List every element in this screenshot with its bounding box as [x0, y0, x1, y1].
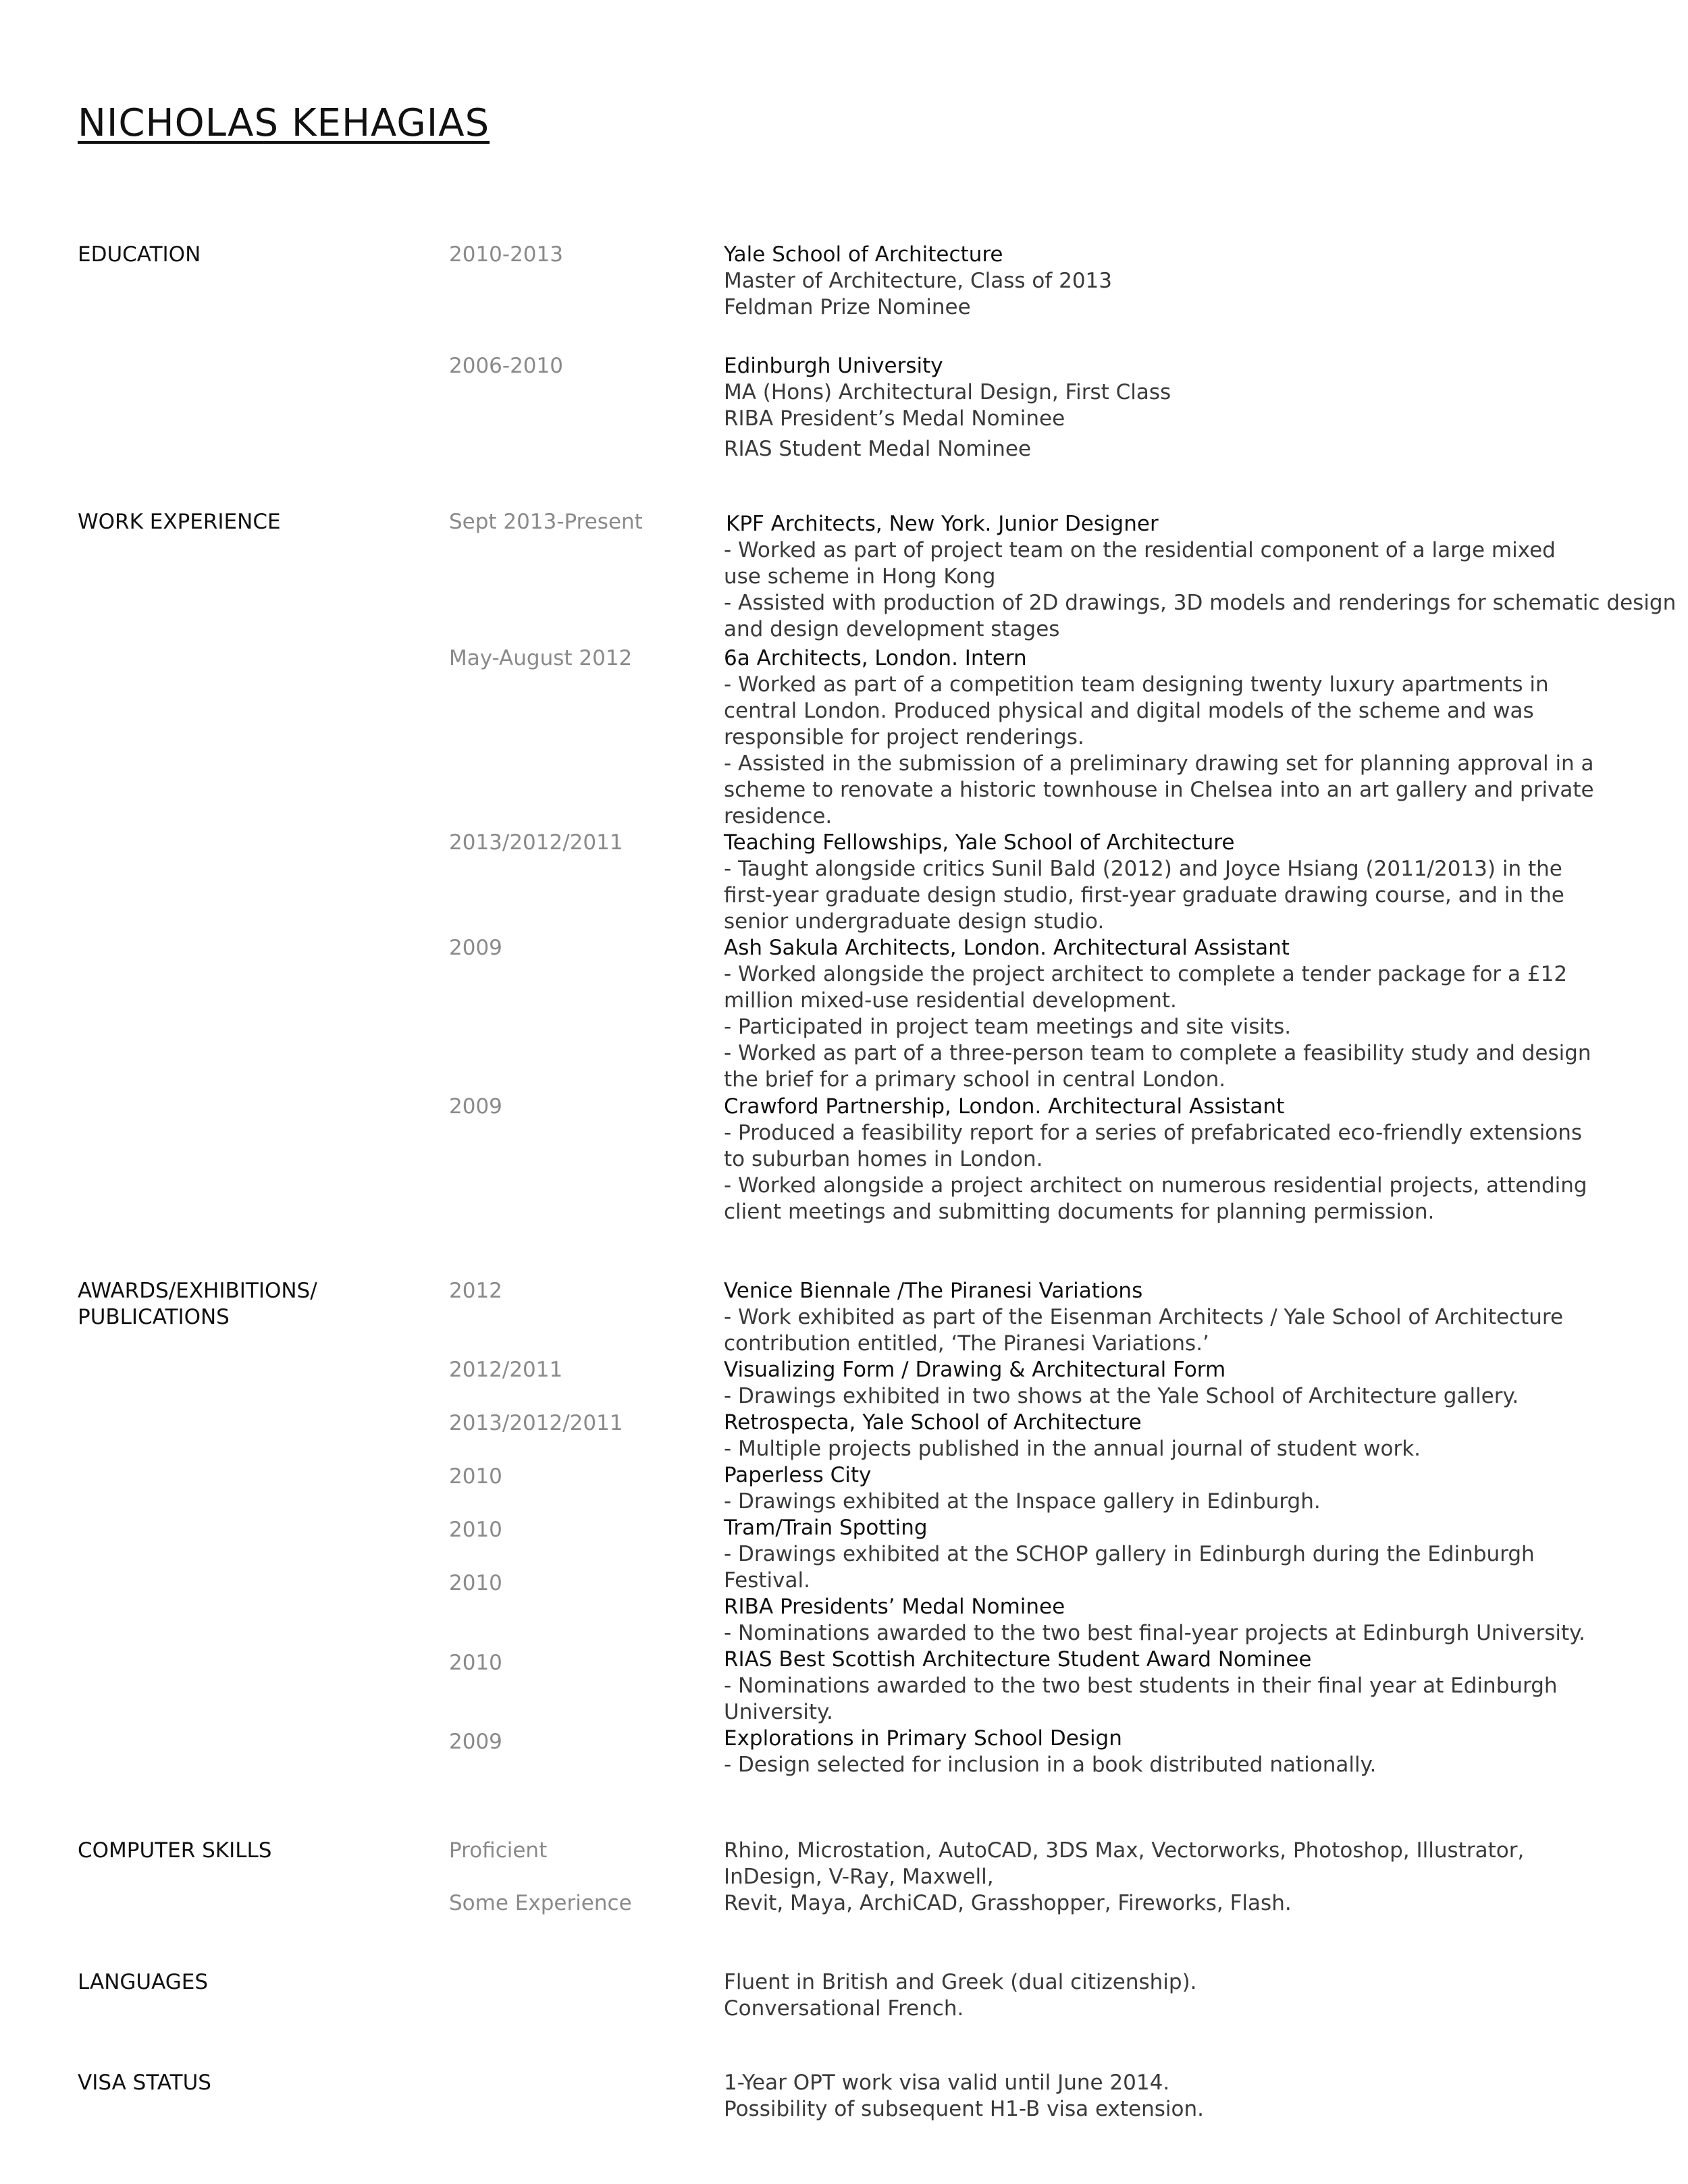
- entry-line: and design development stages: [724, 617, 1060, 641]
- award-entry-tram: [724, 1515, 1585, 1594]
- visa-details: [724, 2070, 1204, 2123]
- entry-line: - Assisted in the submission of a preliminary drawing set for planning approval in a: [724, 751, 1594, 776]
- entry-line: - Taught alongside critics Sunil Bald (2012) and Joyce Hsiang (2011/2013) in the: [724, 857, 1562, 881]
- entry-line: - Drawings exhibited at the SCHOP gallery in Edinburgh during the Edinburgh: [724, 1542, 1535, 1566]
- award-date-venice: 2012: [449, 1279, 502, 1303]
- entry-line: contribution entitled, ‘The Piranesi Variations.’: [724, 1331, 1209, 1356]
- entry-line: - Nominations awarded to the two best students in their final year at Edinburgh: [724, 1674, 1558, 1698]
- entry-line: residence.: [724, 804, 833, 828]
- entry-line: use scheme in Hong Kong: [724, 564, 996, 589]
- education-entry-yale: [724, 242, 1112, 321]
- education-entry-edinburgh: [724, 353, 1171, 462]
- entry-line: Conversational French.: [724, 1996, 964, 2021]
- work-date-ash-sakula: 2009: [449, 936, 502, 960]
- entry-line: - Nominations awarded to the two best final-year projects at Edinburgh University.: [724, 1621, 1585, 1645]
- skills-list-some: [724, 1890, 1292, 1917]
- education-heading: EDUCATION: [78, 242, 201, 267]
- languages-list: [724, 1969, 1197, 2022]
- award-date-explorations: 2009: [449, 1730, 502, 1754]
- entry-title: RIAS Best Scottish Architecture Student Award Nominee: [724, 1647, 1312, 1672]
- award-entry-venice: [724, 1278, 1585, 1357]
- award-date-rias: 2010: [449, 1651, 502, 1675]
- award-date-riba: 2010: [449, 1571, 502, 1595]
- entry-title: Teaching Fellowships, Yale School of Architecture: [724, 830, 1235, 855]
- award-entry-visualizing: [724, 1357, 1585, 1410]
- entry-line: Festival.: [724, 1568, 810, 1593]
- entry-line: - Multiple projects published in the annual journal of student work.: [724, 1437, 1421, 1461]
- entry-title: RIBA Presidents’ Medal Nominee: [724, 1595, 1065, 1619]
- entry-line: Feldman Prize Nominee: [724, 295, 971, 319]
- entry-line: InDesign, V-Ray, Maxwell,: [724, 1865, 994, 1889]
- entry-title: Paperless City: [724, 1463, 872, 1487]
- entry-line: million mixed-use residential development.: [724, 988, 1177, 1013]
- award-date-tram: 2010: [449, 1518, 502, 1542]
- entry-line: - Worked as part of project team on the residential component of a large mixed: [724, 538, 1556, 562]
- work-entry-6a: [724, 645, 1594, 830]
- entry-title: Explorations in Primary School Design: [724, 1726, 1122, 1751]
- entry-line: Possibility of subsequent H1-B visa extension.: [724, 2097, 1205, 2121]
- work-entry-teaching: [724, 830, 1564, 935]
- award-entry-retrospecta: [724, 1410, 1585, 1462]
- visa-heading: VISA STATUS: [78, 2071, 211, 2095]
- entry-line: - Participated in project team meetings and site visits.: [724, 1015, 1292, 1039]
- work-date-teaching: 2013/2012/2011: [449, 830, 623, 855]
- work-entry-ash-sakula: [724, 935, 1591, 1093]
- entry-line: University.: [724, 1700, 833, 1724]
- award-date-paperless: 2010: [449, 1464, 502, 1489]
- skills-level-proficient: Proficient: [449, 1838, 548, 1863]
- entry-line: the brief for a primary school in central London.: [724, 1067, 1226, 1092]
- award-date-visualizing: 2012/2011: [449, 1358, 563, 1382]
- entry-title: Venice Biennale /The Piranesi Variations: [724, 1279, 1143, 1303]
- entry-line: to suburban homes in London.: [724, 1147, 1043, 1171]
- award-entry-rias: [724, 1647, 1585, 1726]
- entry-line: Fluent in British and Greek (dual citizenship).: [724, 1970, 1197, 1994]
- entry-line: - Worked alongside a project architect on numerous residential projects, attending: [724, 1173, 1587, 1198]
- languages-heading: LANGUAGES: [78, 1970, 209, 1994]
- entry-line: - Worked as part of a competition team designing twenty luxury apartments in: [724, 672, 1549, 697]
- entry-title: 6a Architects, London. Intern: [724, 646, 1027, 670]
- entry-title: Crawford Partnership, London. Architectural Assistant: [724, 1094, 1285, 1119]
- entry-line: senior undergraduate design studio.: [724, 909, 1105, 934]
- entry-title: Visualizing Form / Drawing & Architectural Form: [724, 1358, 1226, 1382]
- entry-line: Master of Architecture, Class of 2013: [724, 269, 1112, 293]
- entry-line: client meetings and submitting documents for planning permission.: [724, 1200, 1435, 1224]
- work-date-kpf: Sept 2013-Present: [449, 510, 643, 534]
- award-date-retrospecta: 2013/2012/2011: [449, 1411, 623, 1435]
- entry-title: Tram/Train Spotting: [724, 1516, 928, 1540]
- entry-title: KPF Architects, New York. Junior Designer: [726, 512, 1159, 536]
- entry-line: Rhino, Microstation, AutoCAD, 3DS Max, Vectorworks, Photoshop, Illustrator,: [724, 1838, 1525, 1863]
- skills-list-proficient: [724, 1838, 1524, 1890]
- entry-line: RIBA President’s Medal Nominee: [724, 406, 1065, 431]
- awards-heading-line: PUBLICATIONS: [78, 1305, 230, 1329]
- award-entry-explorations: [724, 1726, 1585, 1778]
- awards-heading: [78, 1278, 317, 1331]
- skills-heading: COMPUTER SKILLS: [78, 1838, 272, 1863]
- awards-list: [724, 1278, 1585, 1778]
- entry-title: Ash Sakula Architects, London. Architectural Assistant: [724, 936, 1290, 960]
- skills-level-some: Some Experience: [449, 1891, 632, 1915]
- work-date-crawford: 2009: [449, 1094, 502, 1119]
- entry-line: - Worked alongside the project architect to complete a tender package for a £12: [724, 962, 1568, 986]
- awards-heading-line: AWARDS/EXHIBITIONS/: [78, 1279, 317, 1303]
- work-heading: WORK EXPERIENCE: [78, 510, 281, 534]
- entry-title: Retrospecta, Yale School of Architecture: [724, 1410, 1142, 1435]
- entry-title: Yale School of Architecture: [724, 242, 1003, 267]
- entry-line: - Assisted with production of 2D drawings, 3D models and renderings for schematic design: [724, 591, 1677, 615]
- education-date-edinburgh: 2006-2010: [449, 354, 563, 378]
- entry-line: - Drawings exhibited at the Inspace gallery in Edinburgh.: [724, 1489, 1321, 1514]
- entry-line: 1-Year OPT work visa valid until June 2014.: [724, 2071, 1170, 2095]
- work-entry-crawford: [724, 1094, 1587, 1225]
- entry-line: first-year graduate design studio, first-year graduate drawing course, and in the: [724, 883, 1564, 907]
- education-date-yale: 2010-2013: [449, 242, 563, 267]
- entry-title: Edinburgh University: [724, 354, 943, 378]
- entry-line: Revit, Maya, ArchiCAD, Grasshopper, Fireworks, Flash.: [724, 1891, 1292, 1915]
- work-date-6a: May-August 2012: [449, 646, 633, 670]
- entry-line: RIAS Student Medal Nominee: [724, 437, 1032, 461]
- entry-line: scheme to renovate a historic townhouse in Chelsea into an art gallery and private: [724, 778, 1594, 802]
- award-entry-riba: [724, 1594, 1585, 1647]
- work-entry-kpf: [726, 511, 1676, 643]
- candidate-name: NICHOLAS KEHAGIAS: [78, 101, 490, 145]
- entry-line: - Drawings exhibited in two shows at the Yale School of Architecture gallery.: [724, 1384, 1519, 1408]
- entry-line: - Design selected for inclusion in a book distributed nationally.: [724, 1753, 1377, 1777]
- entry-line: - Worked as part of a three-person team to complete a feasibility study and design: [724, 1041, 1591, 1065]
- entry-line: responsible for project renderings.: [724, 725, 1084, 749]
- award-entry-paperless: [724, 1462, 1585, 1515]
- entry-line: central London. Produced physical and digital models of the scheme and was: [724, 699, 1534, 723]
- entry-line: - Produced a feasibility report for a series of prefabricated eco-friendly extensions: [724, 1121, 1583, 1145]
- entry-line: MA (Hons) Architectural Design, First Class: [724, 380, 1171, 404]
- entry-line: - Work exhibited as part of the Eisenman Architects / Yale School of Architecture: [724, 1305, 1564, 1329]
